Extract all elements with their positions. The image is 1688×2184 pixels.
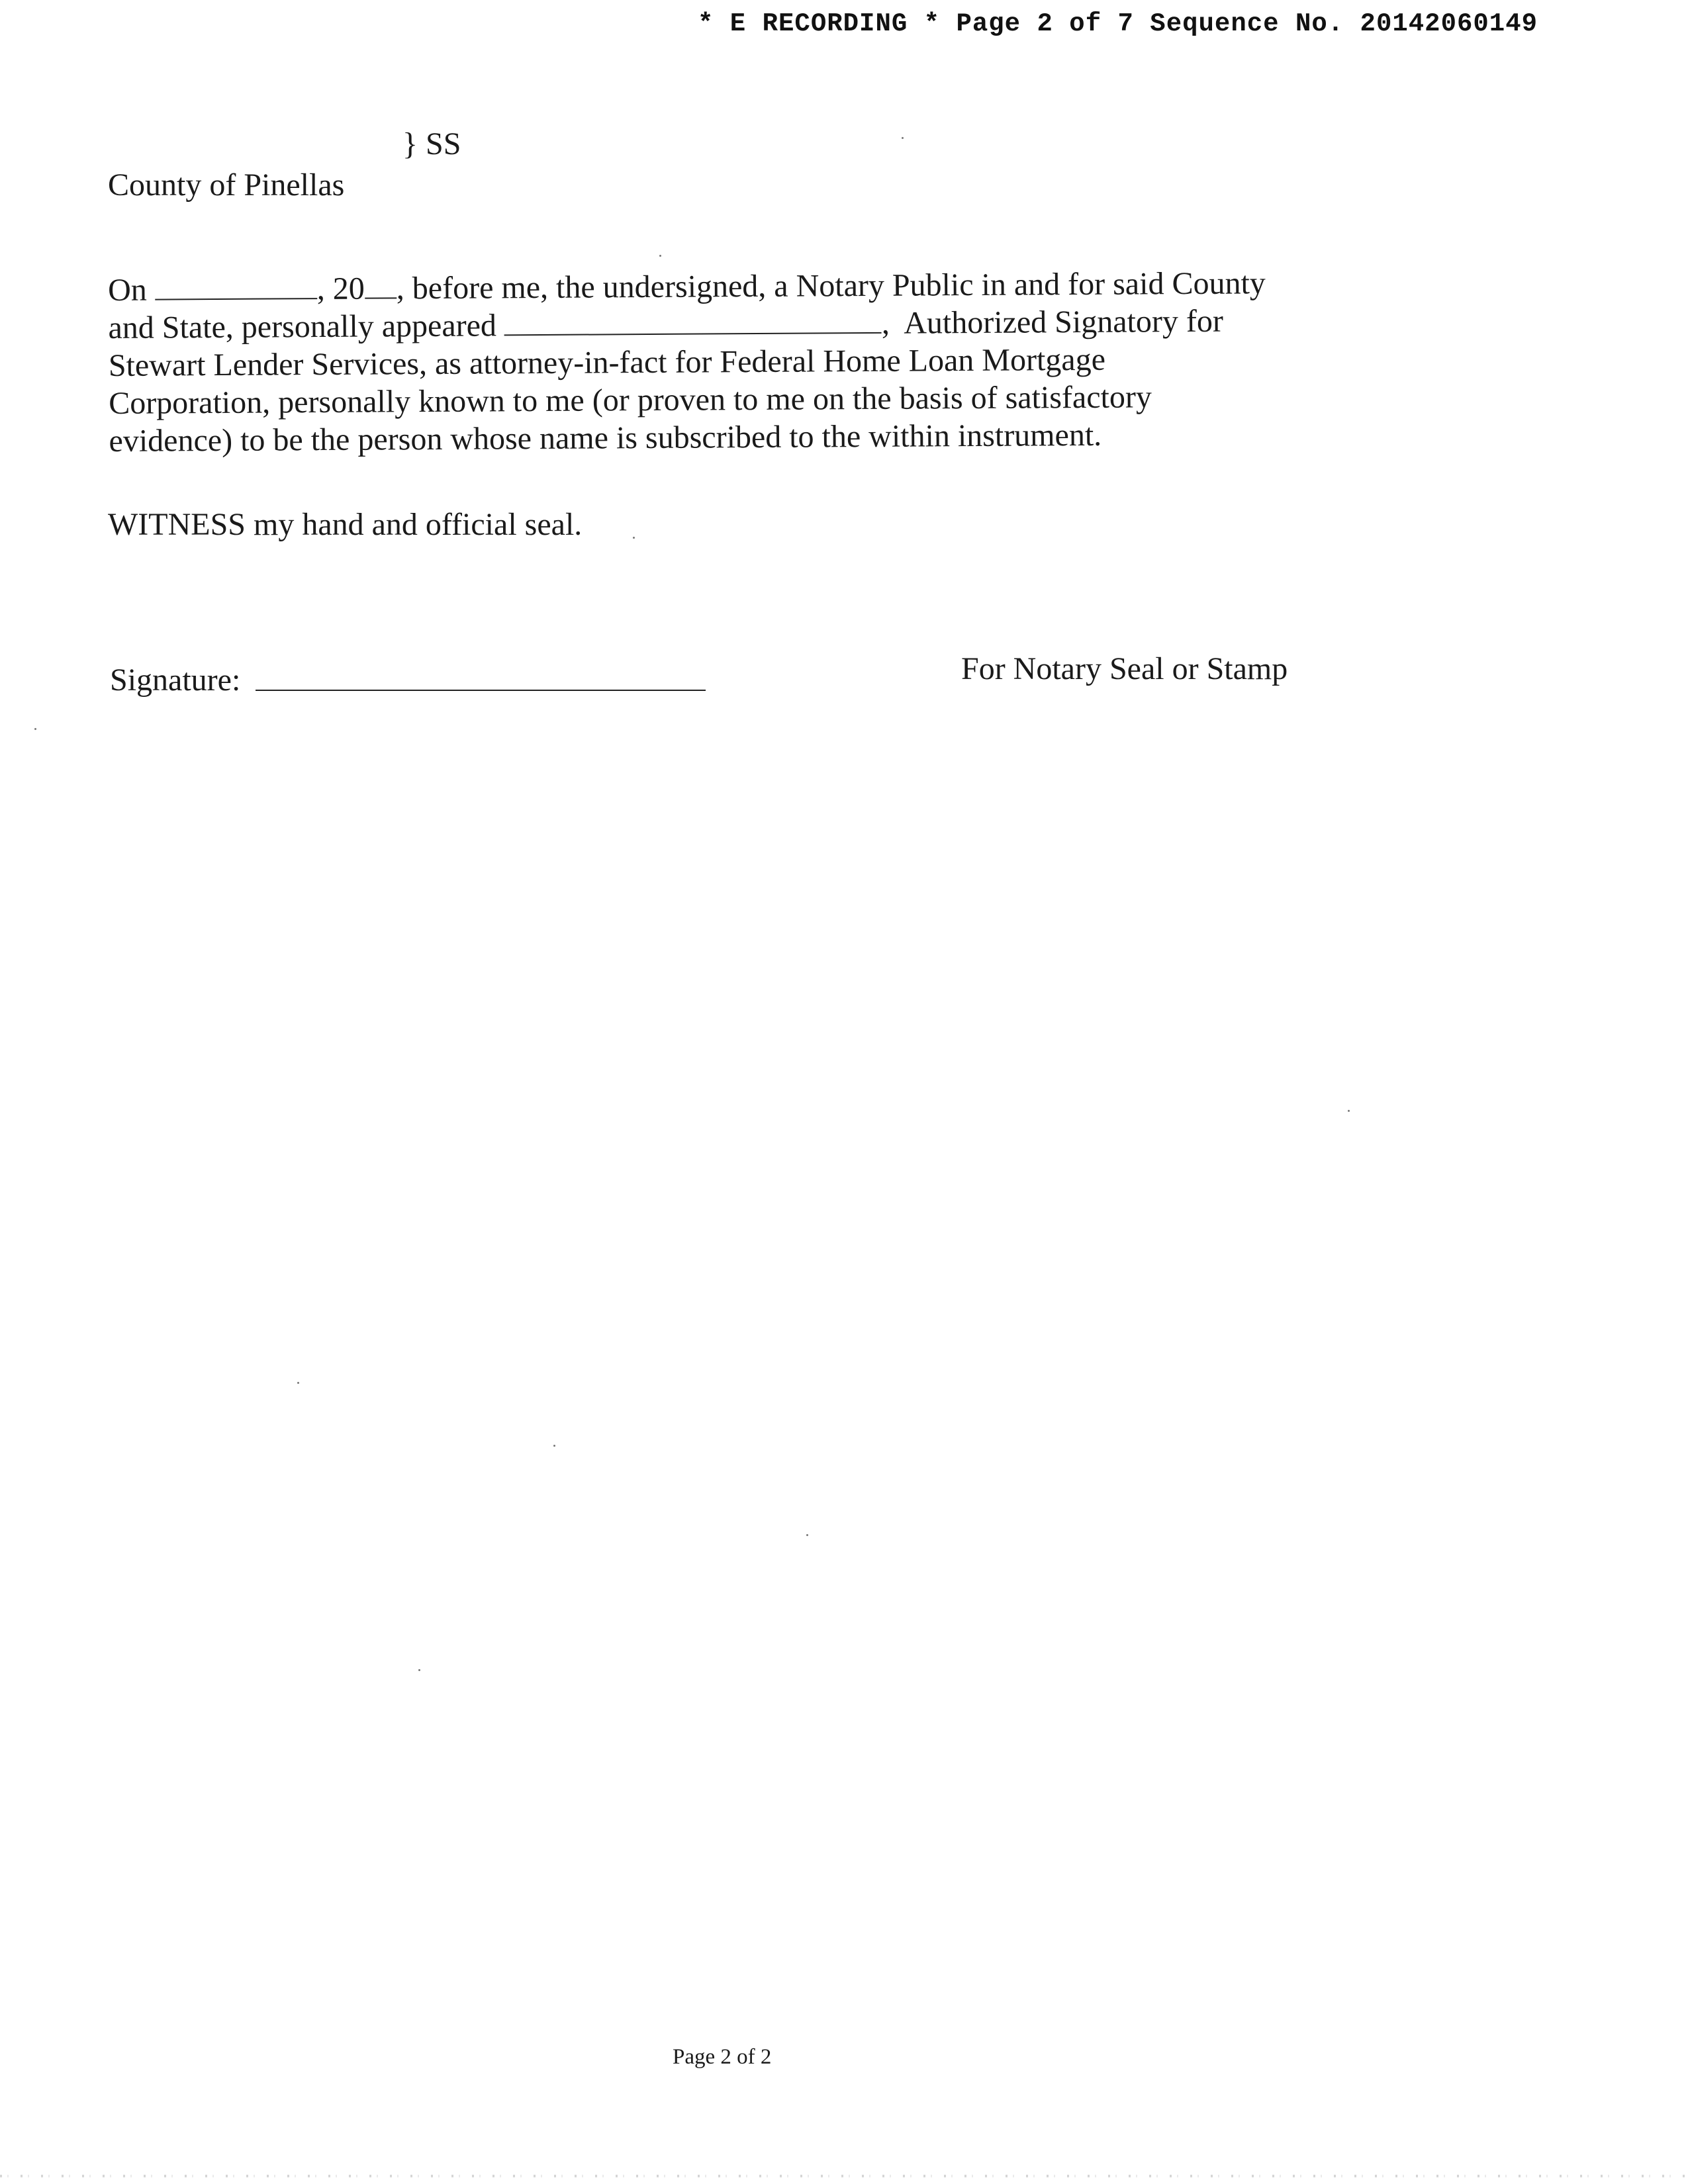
acknowledgment-line-1-text: , before me, the undersigned, a Notary Public in and for said County (396, 265, 1266, 306)
year-blank (365, 272, 397, 298)
scan-edge-noise (0, 2175, 1688, 2177)
e-recording-header: * E RECORDING * Page 2 of 7 Sequence No. 20142060149 (698, 9, 1538, 38)
scan-speck (902, 137, 904, 139)
witness-statement: WITNESS my hand and official seal. (108, 507, 583, 542)
acknowledgment-line-4: Corporation, personally known to me (or proven to me on the basis of satisfactory (109, 379, 1152, 421)
on-label: On (108, 272, 156, 308)
scan-speck (806, 1534, 808, 1536)
scan-speck (418, 1669, 420, 1671)
page-footer: Page 2 of 2 (673, 2045, 772, 2069)
notary-acknowledgment-paragraph (108, 264, 1340, 460)
signature-line (256, 690, 706, 691)
scan-speck (659, 255, 661, 257)
ss-venue-mark: } SS (402, 126, 461, 161)
county-line: County of Pinellas (108, 167, 345, 203)
acknowledgment-line-2-end: , Authorized Signatory for (881, 303, 1223, 341)
scan-speck (1348, 1110, 1350, 1112)
acknowledgment-line-2-start: and State, personally appeared (108, 308, 505, 345)
scan-speck (633, 537, 635, 539)
date-blank (155, 273, 317, 300)
scan-speck (553, 1445, 555, 1447)
scan-speck (297, 1382, 299, 1384)
acknowledgment-line-3: Stewart Lender Services, as attorney-in-fact for Federal Home Loan Mortgage (108, 341, 1106, 383)
acknowledgment-line-2 (108, 302, 1339, 347)
scan-speck (34, 728, 36, 730)
appeared-name-blank (504, 307, 882, 336)
year-prefix: , 20 (316, 271, 365, 307)
notary-seal-label: For Notary Seal or Stamp (961, 651, 1288, 686)
acknowledgment-line-5: evidence) to be the person whose name is subscribed to the within instrument. (109, 417, 1102, 459)
signature-label: Signature: (110, 662, 241, 698)
